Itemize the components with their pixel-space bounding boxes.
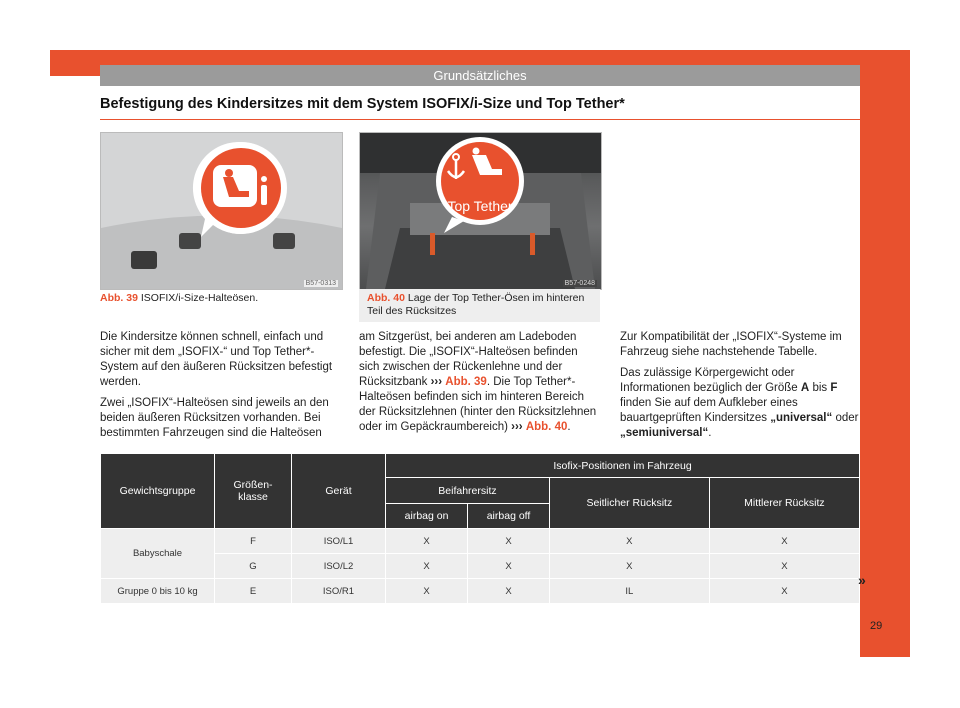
table-header: Beifahrersitz <box>386 478 549 503</box>
isofix-table <box>100 453 860 604</box>
term-universal: „universal“ <box>770 412 833 424</box>
table-header: airbag on <box>386 504 467 528</box>
table-header: Isofix-Positionen im Fahrzeug <box>386 454 859 477</box>
paragraph <box>359 330 599 435</box>
table-header: Gerät <box>292 454 385 528</box>
section-header: Grundsätzliches <box>100 65 860 86</box>
paragraph-text: Das zulässige Körpergewicht oder Informationen bezüglich der Größe <box>620 367 798 394</box>
figure-code: B57-0313 <box>305 280 336 287</box>
figure-caption-text: Lage der Top Tether-Ösen im hinteren Teil des Rücksitzes <box>367 292 585 317</box>
continue-mark: » <box>858 572 866 588</box>
table-cell: F <box>215 529 291 553</box>
term-semiuniversal: „semiuniversal“ <box>620 427 709 439</box>
table-cell: X <box>550 529 709 553</box>
figure-number: Abb. 39 <box>100 292 138 304</box>
table-header: Mittlerer Rücksitz <box>710 478 859 528</box>
table-cell: E <box>215 579 291 603</box>
table-cell: X <box>550 554 709 578</box>
table-cell: X <box>468 579 549 603</box>
paragraph-text: . Die Top Tether*-Halteösen befinden sich im hinteren Bereich der Rücksitzlehnen (hinter den Rücksitzlehnen oder im Gepäckraumbereich) <box>359 376 597 433</box>
size-label: F <box>830 382 838 394</box>
figure-link-abb-39[interactable]: Abb. 39 <box>445 376 487 388</box>
paragraph-text: . <box>567 421 571 433</box>
figure-isofix <box>100 132 343 290</box>
table-header: Seitlicher Rücksitz <box>550 478 709 528</box>
table-cell: X <box>710 529 859 553</box>
figure-caption <box>100 292 341 305</box>
paragraph: Die Kindersitze können schnell, einfach und sicher mit dem „ISOFIX-“ und Top Tether*-System auf den äußeren Rücksitzen befestigt werden. <box>100 331 333 388</box>
paragraph-text: oder <box>835 412 859 424</box>
table-cell: X <box>386 579 467 603</box>
table-row <box>101 554 859 578</box>
table-cell: G <box>215 554 291 578</box>
table-header: Gewichtsgruppe <box>101 454 214 528</box>
figure-top-tether <box>359 132 602 290</box>
table-cell: X <box>468 529 549 553</box>
reference-arrow: ››› <box>511 421 523 433</box>
paragraph-text: bis <box>812 382 828 394</box>
figure-link-abb-40[interactable]: Abb. 40 <box>525 421 568 433</box>
reference-arrow: ››› <box>430 376 443 388</box>
isofix-illustration <box>101 133 342 289</box>
text-column-3 <box>620 330 860 447</box>
table-cell: IL <box>550 579 709 603</box>
paragraph-text: finden Sie auf dem Aufkleber eines bauartgeprüften Kindersitzes <box>620 397 798 424</box>
table-row <box>101 529 859 553</box>
table-cell: X <box>468 554 549 578</box>
table-cell: X <box>710 554 859 578</box>
table-cell: ISO/L1 <box>292 529 385 553</box>
paragraph-text: am Sitzgerüst, bei anderen am Ladeboden befestigt. Die „ISOFIX“-Halteösen befinden sich zwischen der Rückenlehne und der Rücksitzbank <box>359 331 578 388</box>
page-title: Befestigung des Kindersitzes mit dem System ISOFIX/i-Size und Top Tether* <box>100 96 625 112</box>
table-cell: X <box>710 579 859 603</box>
figure-caption <box>359 289 600 322</box>
table-cell: ISO/R1 <box>292 579 385 603</box>
paragraph: Zur Kompatibilität der „ISOFIX“-Systeme im Fahrzeug siehe nachstehende Tabelle. <box>620 331 842 358</box>
top-tether-illustration <box>360 133 601 289</box>
figure-caption-text: ISOFIX/i-Size-Halteösen. <box>140 292 259 304</box>
table-cell: X <box>386 529 467 553</box>
table-cell: Babyschale <box>101 529 214 578</box>
table-cell: X <box>386 554 467 578</box>
page-number: 29 <box>870 620 883 632</box>
table-cell: Gruppe 0 bis 10 kg <box>101 579 214 603</box>
paragraph <box>620 366 860 441</box>
figure-code: B57-0248 <box>564 280 595 287</box>
table-cell: ISO/L2 <box>292 554 385 578</box>
size-label: A <box>800 382 810 394</box>
table-header: airbag off <box>468 504 549 528</box>
text-column-1 <box>100 330 340 447</box>
text-column-2 <box>359 330 599 441</box>
table-header: Größen- klasse <box>215 454 291 528</box>
top-tether-badge-text: Top Tether <box>447 198 513 214</box>
figure-number: Abb. 40 <box>367 292 405 304</box>
paragraph: Zwei „ISOFIX“-Halteösen sind jeweils an den beiden äußeren Rücksitzen vorhanden. Bei bestimmten Fahrzeugen sind die Halteösen <box>100 397 329 439</box>
table-row <box>101 579 859 603</box>
title-divider <box>100 119 860 120</box>
paragraph-text: . <box>708 427 712 439</box>
